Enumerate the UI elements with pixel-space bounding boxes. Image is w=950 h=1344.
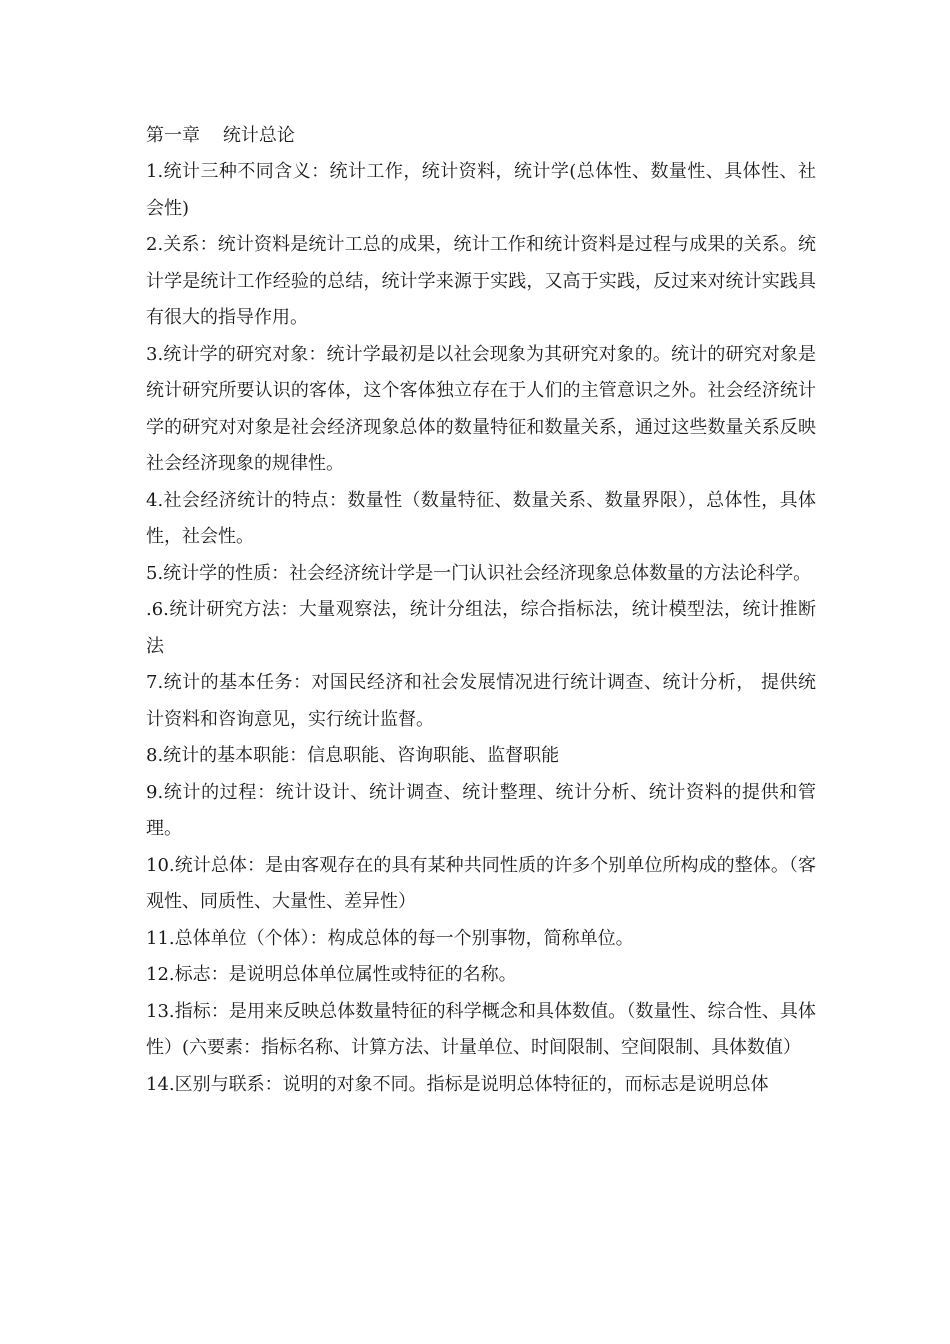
paragraph-5: 5.统计学的性质：社会经济统计学是一门认识社会经济现象总体数量的方法论科学。 bbox=[146, 562, 812, 584]
paragraph-8: 8.统计的基本职能：信息职能、咨询职能、监督职能 bbox=[146, 745, 560, 766]
paragraph-9: 9.统计的过程：统计设计、统计调查、统计整理、统计分析、统计资料的提供和管理。 bbox=[146, 781, 816, 839]
paragraph-2: 2.关系：统计资料是统计工总的成果，统计工作和统计资料是过程与成果的关系。统计学是统计工作经验的总结，统计学来源于实践，又高于实践，反过来对统计实践具有很大的指导作用。 bbox=[146, 234, 816, 328]
paragraph-13: 13.指标：是用来反映总体数量特征的科学概念和具体数值。（数量性、综合性、具体性）(六要素：指标名称、计算方法、计量单位、时间限制、空间限制、具体数值） bbox=[146, 1000, 816, 1058]
chapter-title: 第一章 统计总论 bbox=[146, 125, 295, 146]
paragraph-12: 12.标志：是说明总体单位属性或特征的名称。 bbox=[146, 964, 517, 985]
paragraph-7: 7.统计的基本任务：对国民经济和社会发展情况进行统计调查、统计分析， 提供统计资料和咨询意见，实行统计监督。 bbox=[146, 672, 816, 730]
document-body bbox=[146, 118, 816, 1103]
paragraph-11: 11.总体单位（个体）：构成总体的每一个别事物，简称单位。 bbox=[146, 927, 634, 949]
paragraph-14: 14.区别与联系：说明的对象不同。指标是说明总体特征的，而标志是说明总体 bbox=[146, 1073, 769, 1095]
paragraph-10: 10.统计总体：是由客观存在的具有某种共同性质的许多个别单位所构成的整体。（客观性、同质性、大量性、差异性） bbox=[146, 854, 816, 912]
paragraph-3: 3.统计学的研究对象：统计学最初是以社会现象为其研究对象的。统计的研究对象是统计研究所要认识的客体，这个客体独立存在于人们的主管意识之外。社会经济统计学的研究对对象是社会经济现象总体的数量特征和数量关系，通过这些数量关系反映社会经济现象的规律性。 bbox=[146, 343, 816, 474]
paragraph-4: 4.社会经济统计的特点：数量性（数量特征、数量关系、数量界限），总体性，具体性，社会性。 bbox=[146, 489, 816, 547]
paragraph-6: .6.统计研究方法：大量观察法，统计分组法，综合指标法，统计模型法，统计推断法 bbox=[146, 599, 816, 657]
paragraph-1: 1.统计三种不同含义：统计工作，统计资料，统计学(总体性、数量性、具体性、社会性) bbox=[146, 161, 816, 219]
